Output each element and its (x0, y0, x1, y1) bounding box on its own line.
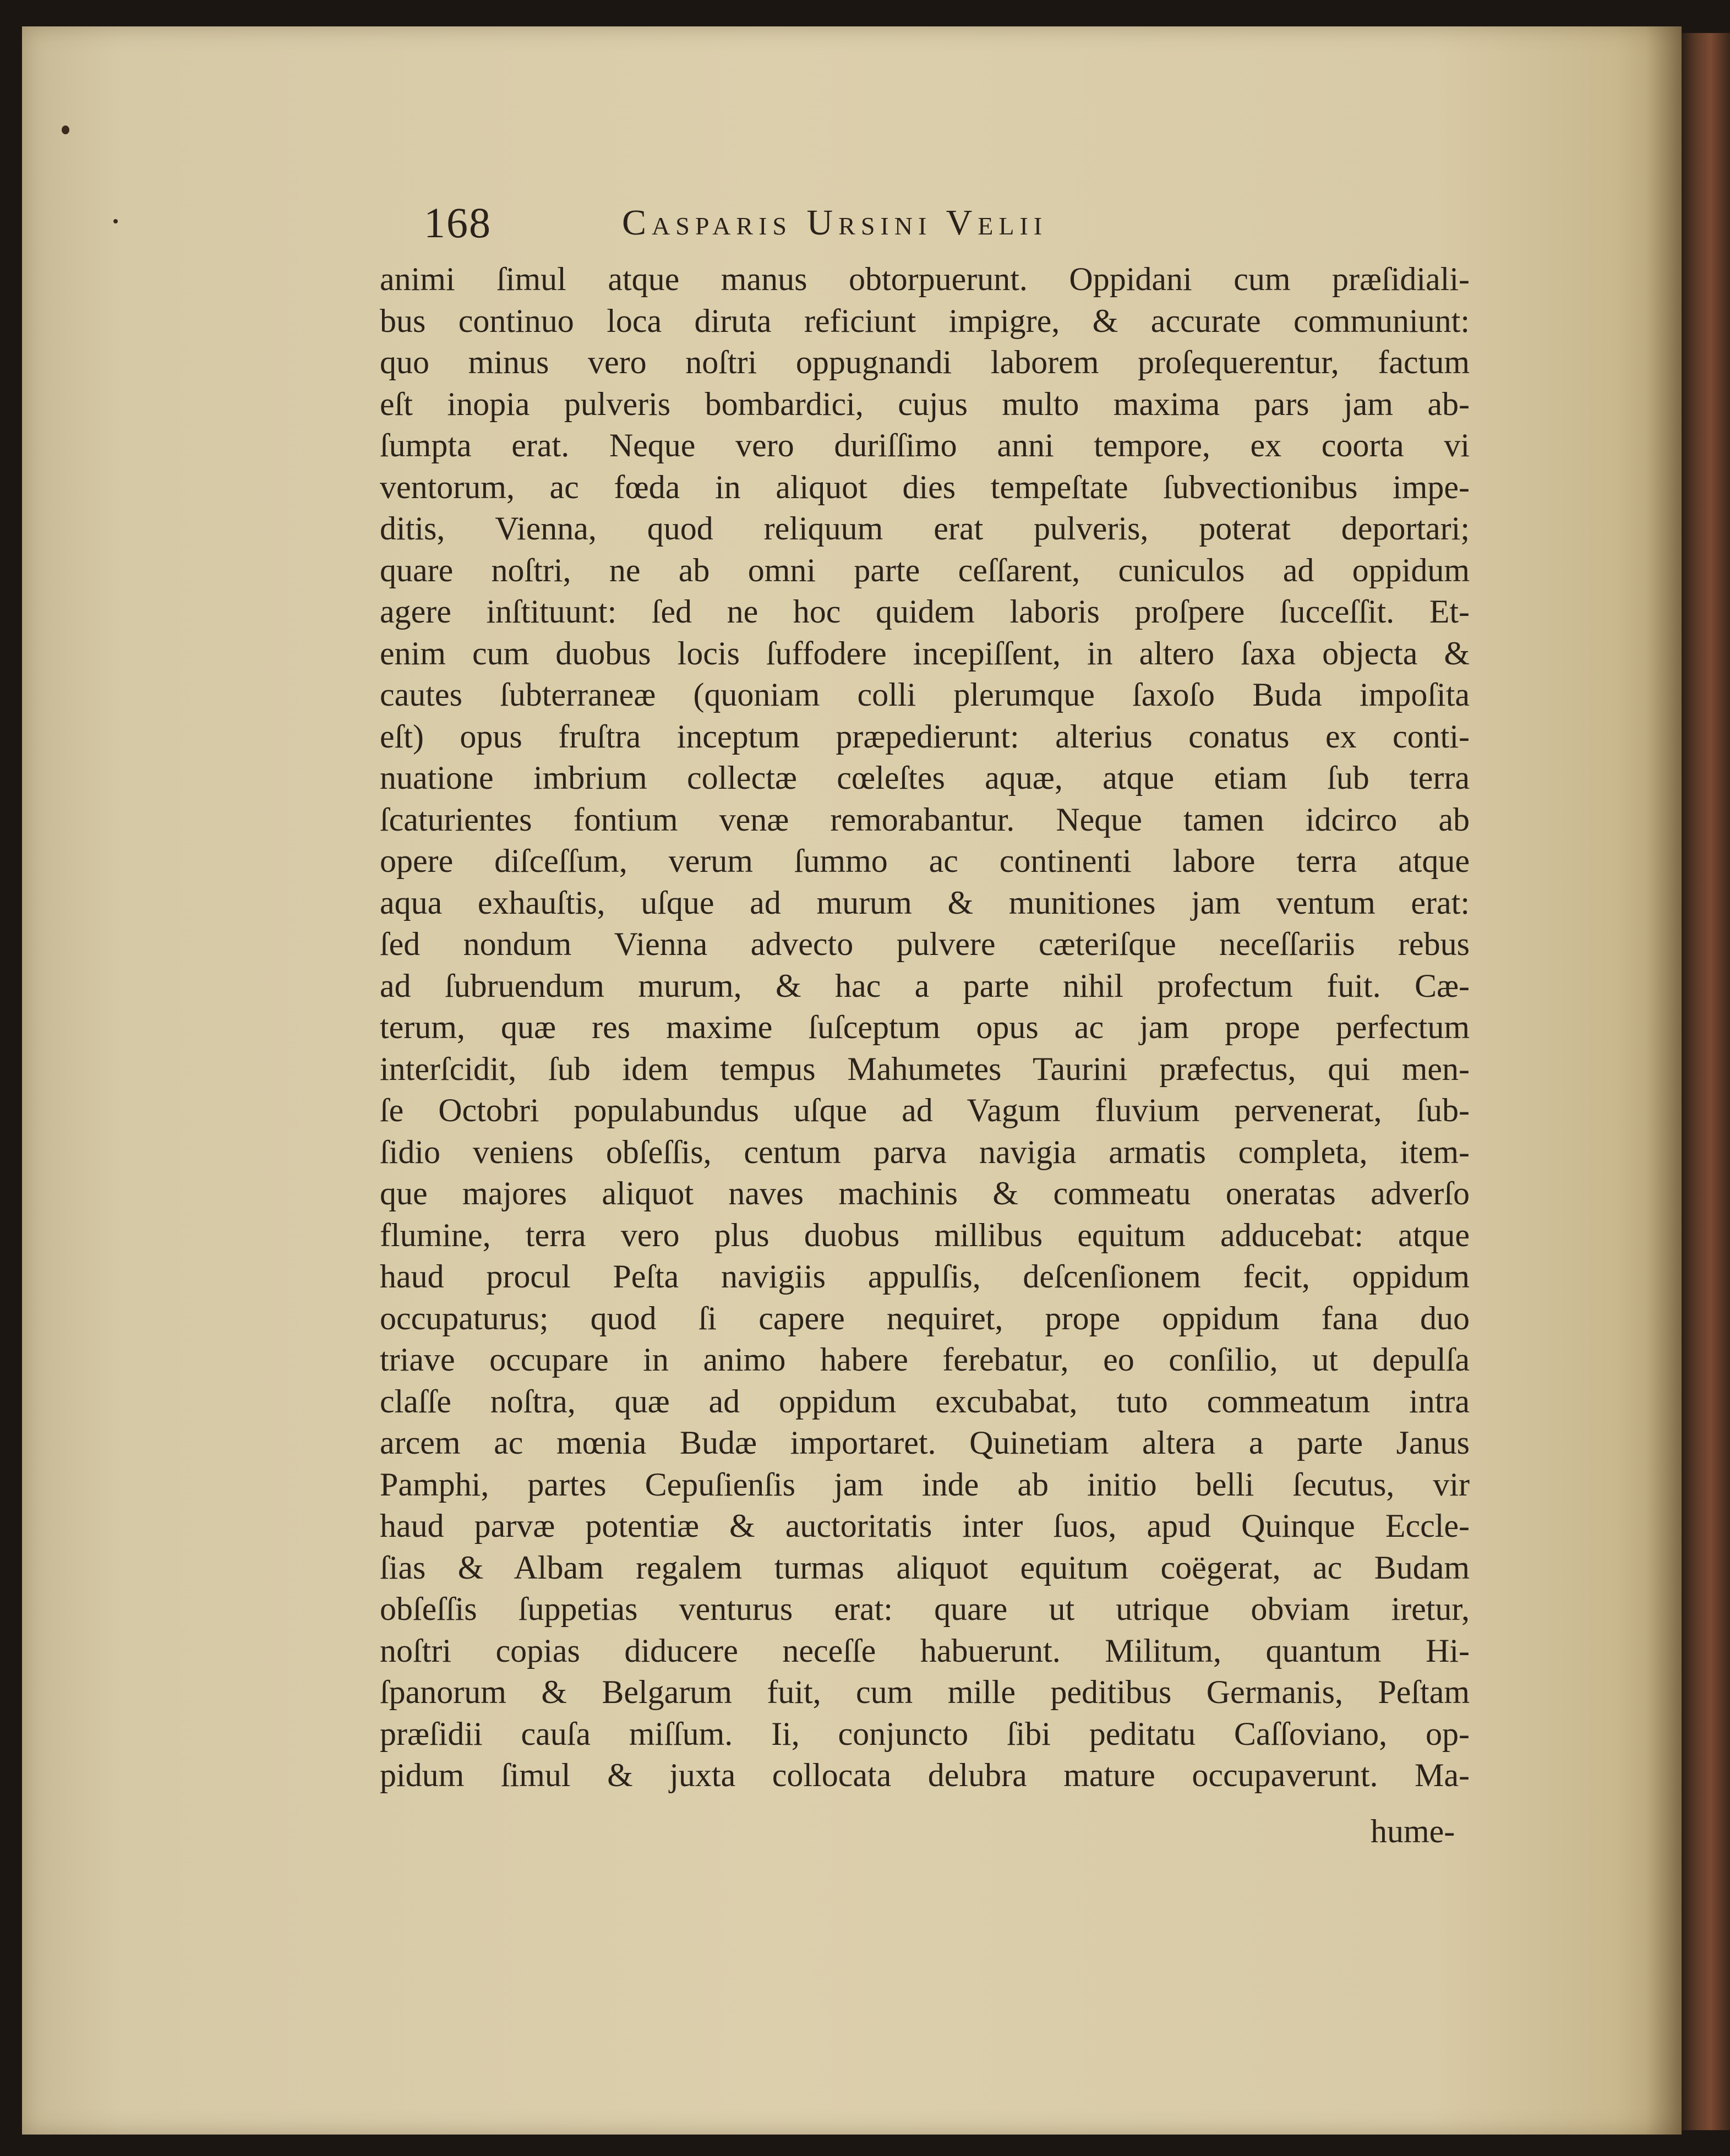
page-number: 168 (424, 199, 492, 247)
text-line: haud procul Peſta navigiis appulſis, deſcenſionem fecit, oppidum (380, 1258, 1470, 1295)
catchword: hume- (1371, 1813, 1455, 1849)
text-line: ventorum, ac fœda in aliquot dies tempeſtate ſubvectionibus impe- (380, 468, 1470, 505)
page-header (424, 193, 1222, 253)
text-line: arcem ac mœnia Budæ importaret. Quinetiam altera a parte Janus (380, 1424, 1470, 1461)
text-line: claſſe noſtra, quæ ad oppidum excubabat, tuto commeatum intra (380, 1383, 1470, 1420)
text-line: ſumpta erat. Neque vero duriſſimo anni tempore, ex coorta vi (380, 427, 1470, 463)
text-line: præſidii cauſa miſſum. Ii, conjuncto ſibi peditatu Caſſoviano, op- (380, 1715, 1470, 1752)
text-line: quo minus vero noſtri oppugnandi laborem proſequerentur, factum (380, 344, 1470, 380)
text-line: Pamphi, partes Cepuſienſis jam inde ab initio belli ſecutus, vir (380, 1466, 1470, 1503)
ink-speck (113, 219, 118, 223)
text-line: noſtri copias diducere neceſſe habuerunt. Militum, quantum Hi- (380, 1632, 1470, 1669)
text-line: cautes ſubterraneæ (quoniam colli plerumque ſaxoſo Buda impoſita (380, 676, 1470, 713)
text-line: pidum ſimul & juxta collocata delubra mature occupaverunt. Ma- (380, 1757, 1470, 1793)
text-line: ad ſubruendum murum, & hac a parte nihil profectum fuit. Cæ- (380, 967, 1470, 1004)
text-line: occupaturus; quod ſi capere nequiret, prope oppidum fana duo (380, 1300, 1470, 1336)
text-line: opere diſceſſum, verum ſummo ac continenti labore terra atque (380, 843, 1470, 879)
text-line: enim cum duobus locis ſuffodere incepiſſent, in altero ſaxa objecta & (380, 635, 1470, 672)
text-line: terum, quæ res maxime ſuſceptum opus ac jam prope perfectum (380, 1009, 1470, 1045)
text-line: haud parvæ potentiæ & auctoritatis inter ſuos, apud Quinque Eccle- (380, 1508, 1470, 1544)
text-line: ſcaturientes fontium venæ remorabantur. Neque tamen idcirco ab (380, 801, 1470, 838)
text-line: quare noſtri, ne ab omni parte ceſſarent, cuniculos ad oppidum (380, 552, 1470, 588)
text-line: ſpanorum & Belgarum fuit, cum mille peditibus Germanis, Peſtam (380, 1674, 1470, 1710)
text-line: ſidio veniens obſeſſis, centum parva navigia armatis completa, item- (380, 1133, 1470, 1170)
text-line: interſcidit, ſub idem tempus Mahumetes Taurini præfectus, qui men- (380, 1050, 1470, 1087)
ink-speck (62, 125, 69, 134)
running-title: Casparis Ursini Velii (622, 203, 1048, 243)
text-line: bus continuo loca diruta reficiunt impigre, & accurate communiunt: (380, 302, 1470, 339)
text-line: que majores aliquot naves machinis & commeatu oneratas adverſo (380, 1175, 1470, 1211)
text-line: nuatione imbrium collectæ cœleſtes aquæ, atque etiam ſub terra (380, 760, 1470, 796)
text-line: obſeſſis ſuppetias venturus erat: quare ut utrique obviam iretur, (380, 1591, 1470, 1627)
text-line: animi ſimul atque manus obtorpuerunt. Oppidani cum præſidiali- (380, 261, 1470, 297)
text-line: eſt inopia pulveris bombardici, cujus multo maxima pars jam ab- (380, 385, 1470, 422)
text-line: aqua exhauſtis, uſque ad murum & munitiones jam ventum erat: (380, 884, 1470, 921)
text-line: ſias & Albam regalem turmas aliquot equitum coëgerat, ac Budam (380, 1549, 1470, 1586)
gutter-shadow (1646, 26, 1682, 2135)
text-line: ditis, Vienna, quod reliquum erat pulveris, poterat deportari; (380, 510, 1470, 547)
text-line: triave occupare in animo habere ferebatur, eo conſilio, ut depulſa (380, 1341, 1470, 1378)
text-line: flumine, terra vero plus duobus millibus equitum adducebat: atque (380, 1216, 1470, 1253)
body-text (380, 259, 1470, 1797)
text-line: eſt) opus fruſtra inceptum præpedierunt: alterius conatus ex conti- (380, 718, 1470, 755)
text-line: ſed nondum Vienna advecto pulvere cæteriſque neceſſariis rebus (380, 926, 1470, 962)
adjacent-page-edge (1682, 33, 1730, 2130)
text-line: ſe Octobri populabundus uſque ad Vagum fluvium pervenerat, ſub- (380, 1092, 1470, 1128)
text-line: agere inſtituunt: ſed ne hoc quidem laboris proſpere ſucceſſit. Et- (380, 593, 1470, 630)
